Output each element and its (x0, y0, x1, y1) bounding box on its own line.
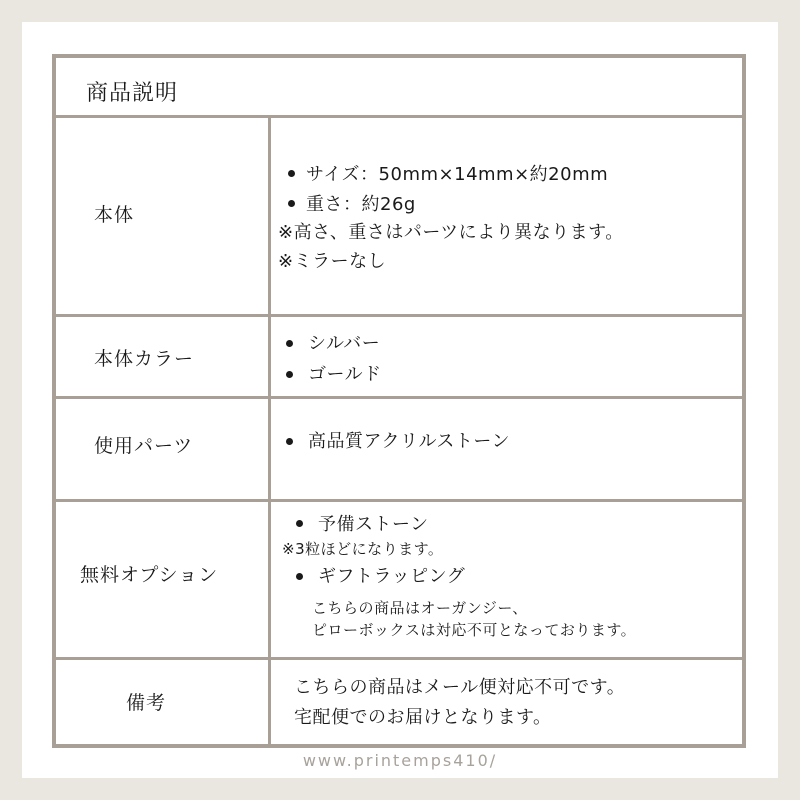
color-gold: ゴールド (308, 364, 382, 385)
color-silver: シルバー (308, 333, 381, 354)
row-label-parts: 使用パーツ (94, 435, 194, 457)
option-gift-note-2: ピローボックスは対応不可となっております。 (312, 621, 637, 639)
remarks-line-1: こちらの商品はメール便対応不可です。 (294, 677, 626, 698)
note-no-mirror: ※ミラーなし (278, 251, 387, 272)
bullet-icon (286, 340, 293, 347)
bullet-icon (288, 200, 295, 207)
table-title: 商品説明 (86, 81, 179, 106)
bullet-icon (286, 371, 293, 378)
row-divider (56, 657, 742, 660)
bullet-icon (286, 438, 293, 445)
bullet-icon (288, 170, 295, 177)
row-label-options: 無料オプション (80, 564, 219, 586)
row-label-color: 本体カラー (94, 348, 195, 370)
bullet-icon (296, 573, 303, 580)
row-divider (56, 314, 742, 317)
parts-acrylic-stone: 高品質アクリルストーン (308, 431, 511, 452)
row-divider (56, 499, 742, 502)
row-label-remarks: 備考 (126, 692, 167, 714)
row-divider (56, 396, 742, 399)
note-height-weight: ※高さ、重さはパーツにより異なります。 (278, 222, 624, 243)
bullet-icon (296, 520, 303, 527)
remarks-line-2: 宅配便でのお届けとなります。 (294, 707, 552, 728)
option-gift-wrapping: ギフトラッピング (318, 566, 466, 587)
product-card (22, 22, 778, 778)
spec-weight: 重さ：約26g (306, 194, 416, 215)
footer-url: www.printemps410/ (302, 751, 498, 770)
column-divider (268, 115, 271, 744)
option-gift-note-1: こちらの商品はオーガンジー、 (312, 599, 528, 617)
row-label-body: 本体 (94, 204, 135, 226)
row-divider (56, 115, 742, 118)
spec-size: サイズ：50mm×14mm×約20mm (306, 164, 609, 185)
product-description-table (52, 54, 746, 748)
option-spare-stone: 予備ストーン (318, 514, 429, 535)
option-spare-stone-note: ※3粒ほどになります。 (282, 540, 444, 558)
